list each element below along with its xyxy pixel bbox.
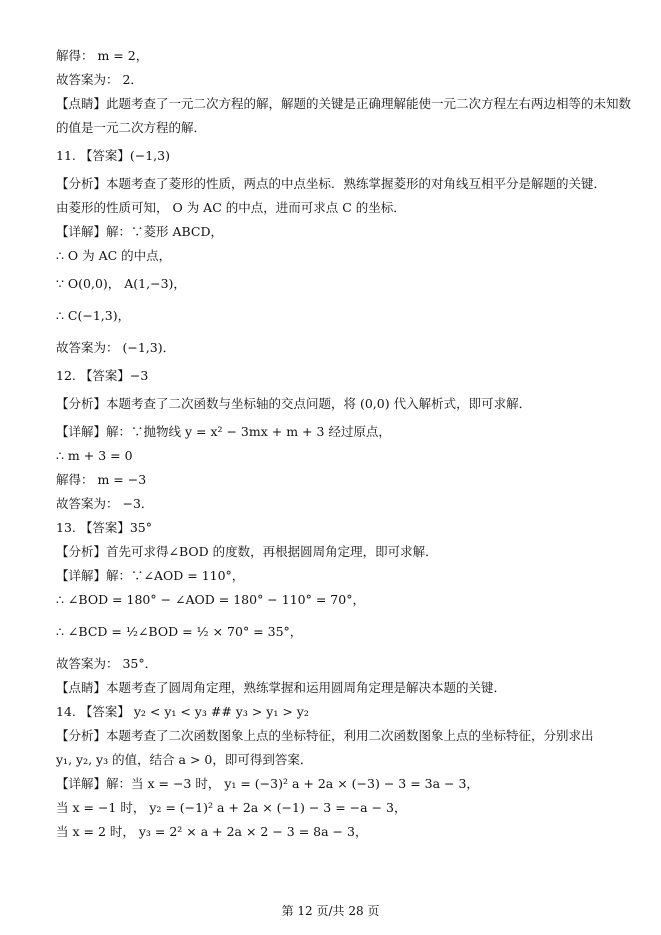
text-line: ∴ m + 3 = 0	[56, 448, 133, 463]
answer-heading: 12. 【答案】−3	[56, 368, 149, 383]
text-line: y₁, y₂, y₃ 的值，结合 a > 0，即可得到答案．	[56, 752, 313, 767]
text-line: 故答案为： 35°．	[56, 656, 158, 671]
text-line: 【分析】本题考查了二次函数图象上点的坐标特征，利用二次函数图象上点的坐标特征，分别求出	[56, 728, 594, 743]
text-line: 当 x = −1 时， y₂ = (−1)² a + 2a × (−1) − 3 = −a − 3，	[56, 800, 407, 815]
text-line: 【详解】解：∵∠AOD = 110°，	[56, 568, 245, 583]
text-line: 故答案为： −3．	[56, 496, 154, 511]
text-line: 【点睛】此题考查了一元二次方程的解，解题的关键是正确理解能使一元二次方程左右两边相等的未知数	[56, 96, 632, 111]
text-line: ∴ C(−1,3)，	[56, 308, 131, 323]
text-line: 【详解】解：∵菱形 ABCD，	[56, 224, 224, 239]
text-line: 故答案为： (−1,3)．	[56, 340, 176, 355]
page-footer: 第 12 页/共 28 页	[281, 904, 380, 918]
text-line: 解得： m = 2，	[56, 48, 149, 63]
text-line: 【分析】首先可求得∠BOD 的度数，再根据圆周角定理，即可求解．	[56, 544, 438, 559]
text-line: ∵ O(0,0)， A(1,−3)，	[56, 276, 186, 291]
text-line: 故答案为： 2．	[56, 72, 143, 87]
text-line: 【点睛】本题考查了圆周角定理，熟练掌握和运用圆周角定理是解决本题的关键．	[56, 680, 507, 695]
text-line: 由菱形的性质可知， O 为 AC 的中点，进而可求点 C 的坐标．	[56, 200, 406, 215]
document-body	[56, 44, 636, 844]
text-line: 【详解】解：∵抛物线 y = x² − 3mx + m + 3 经过原点，	[56, 424, 391, 439]
text-line: 【分析】本题考查了二次函数与坐标轴的交点问题，将 (0,0) 代入解析式，即可求解．	[56, 396, 532, 411]
text-line: 解得： m = −3	[56, 472, 147, 487]
fraction-line: ∴ ∠BCD = ½∠BOD = ½ × 70° = 35°，	[56, 624, 303, 639]
text-line: ∴ ∠BOD = 180° − ∠AOD = 180° − 110° = 70°，	[56, 592, 365, 607]
answer-heading: 11. 【答案】(−1,3)	[56, 148, 170, 163]
text-line: ∴ O 为 AC 的中点，	[56, 248, 172, 263]
text-line: 的值是一元二次方程的解．	[56, 120, 207, 135]
text-line: 【详解】解：当 x = −3 时， y₁ = (−3)² a + 2a × (−3) − 3 = 3a − 3，	[56, 776, 479, 791]
answer-heading: 13. 【答案】35°	[56, 520, 153, 535]
text-line: 【分析】本题考查了菱形的性质，两点的中点坐标．熟练掌握菱形的对角线互相平分是解题的关键．	[56, 176, 607, 191]
answer-heading: 14. 【答案】 y₂ < y₁ < y₃ ## y₃ > y₁ > y₂	[56, 704, 309, 719]
text-line: 当 x = 2 时， y₃ = 2² × a + 2a × 2 − 3 = 8a − 3，	[56, 824, 368, 839]
